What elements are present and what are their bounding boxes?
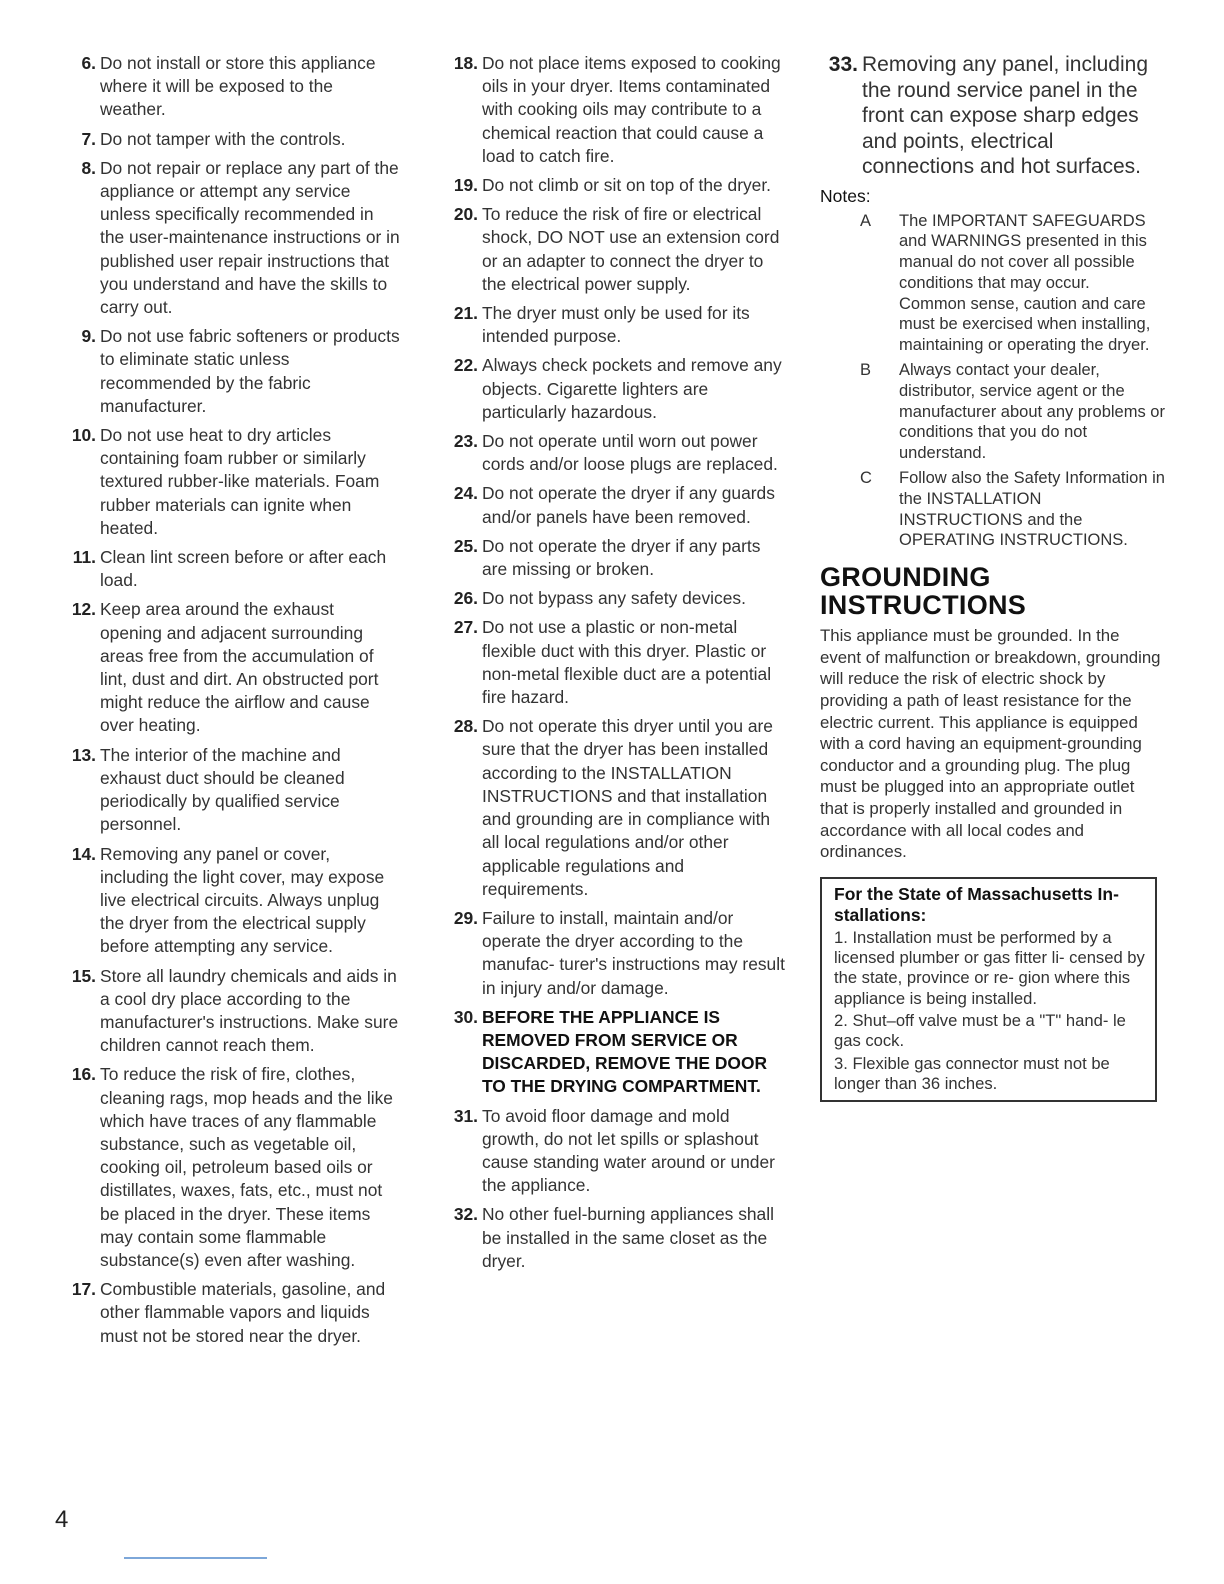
list-item xyxy=(440,482,785,528)
note-text: Follow also the Safety Information in the INSTALLATION INSTRUCTIONS and the OPERATING INSTRUCTIONS. xyxy=(899,469,1165,550)
item-text: Clean lint screen before or after each load. xyxy=(100,547,387,591)
note-letter: B xyxy=(860,361,872,380)
list-item xyxy=(440,1203,785,1273)
box-item: 2. Shut–off valve must be a "T" hand- le gas cock. xyxy=(834,1010,1126,1051)
list-item xyxy=(60,157,400,319)
box-title: For the State of Massachusetts In- stallations: xyxy=(834,883,1119,925)
item-number: 21. xyxy=(453,303,478,324)
list-item xyxy=(60,965,400,1058)
item-number: 8. xyxy=(81,157,96,178)
item-number: 10. xyxy=(71,425,96,446)
item-number: 26. xyxy=(453,588,478,609)
item-number: 22. xyxy=(453,355,478,376)
list-item xyxy=(820,52,1165,180)
list-item xyxy=(440,616,785,709)
item-text: To reduce the risk of fire or electrical shock, DO NOT use an extension cord or an adapter to connect the dryer to the electrical power supply. xyxy=(482,204,780,294)
item-number: 11. xyxy=(72,547,96,568)
item-text: Do not bypass any safety devices. xyxy=(482,588,746,609)
item-text: BEFORE THE APPLIANCE IS REMOVED FROM SERVICE OR DISCARDED, REMOVE THE DOOR TO THE DRYING COMPARTMENT. xyxy=(482,1006,768,1097)
box-item: 1. Installation must be performed by a licensed plumber or gas fitter li- censed by the state, province or re- gion where this appliance is being installed. xyxy=(834,927,1145,1008)
list-item xyxy=(440,354,785,424)
item-number: 28. xyxy=(453,716,478,737)
note-b xyxy=(820,360,1165,464)
item-number: 31. xyxy=(453,1105,478,1126)
list-item xyxy=(440,907,785,1000)
item-text: Do not place items exposed to cooking oils in your dryer. Items contaminated with cooking oils may contribute to a chemical reaction that could cause a load to catch fire. xyxy=(482,53,781,166)
list-item xyxy=(60,1063,400,1272)
item-number: 17. xyxy=(71,1279,96,1300)
list-item xyxy=(440,52,785,168)
item-text: Do not use fabric softeners or products to eliminate static unless recommended by the fabric manufacturer. xyxy=(100,326,400,416)
list-item xyxy=(440,430,785,476)
footer-divider xyxy=(124,1557,267,1559)
note-a xyxy=(820,211,1165,357)
item-number: 24. xyxy=(453,483,478,504)
item-text: The interior of the machine and exhaust duct should be cleaned periodically by qualified service personnel. xyxy=(100,744,345,835)
notes-heading: Notes: xyxy=(820,185,871,206)
item-number: 23. xyxy=(453,431,478,452)
item-number: 32. xyxy=(453,1204,478,1225)
list-item xyxy=(440,174,785,197)
item-number: 14. xyxy=(71,843,96,864)
list-item xyxy=(440,535,785,581)
item-number: 33. xyxy=(828,53,858,76)
item-text: Removing any panel or cover, including the light cover, may expose live electrical circuits. Always unplug the dryer from the electrical supply before attempting any service. xyxy=(100,843,385,957)
note-letter: C xyxy=(860,469,872,488)
grounding-heading: GROUNDING INSTRUCTIONS xyxy=(820,562,1027,621)
note-paragraph: Common sense, caution and care must be exercised when installing, maintaining or operating the dryer. xyxy=(899,294,1151,355)
item-number: 6. xyxy=(81,53,96,73)
note-letter: A xyxy=(860,211,872,230)
note-text xyxy=(899,211,1165,357)
item-number: 12. xyxy=(71,599,96,620)
item-number: 18. xyxy=(453,53,478,73)
list-item-warning xyxy=(440,1006,785,1099)
note-text: Always contact your dealer, distributor, service agent or the manufacturer about any problems or conditions that you do not understand. xyxy=(899,361,1165,463)
item-text: Do not use a plastic or non-metal flexible duct with this dryer. Plastic or non-metal flexible duct are a potential fire hazard. xyxy=(482,617,772,708)
list-item xyxy=(440,715,785,901)
box-item: 3. Flexible gas connector must not be longer than 36 inches. xyxy=(834,1053,1110,1093)
list-item xyxy=(60,843,400,959)
item-text: Do not operate this dryer until you are sure that the dryer has been installed according to the INSTALLATION INSTRUCTIONS and that installation and grounding are in compliance with all local regulations and/or other applicable regulations and requirements. xyxy=(482,716,773,899)
list-item xyxy=(60,744,400,837)
item-number: 20. xyxy=(453,204,478,225)
item-text: Do not repair or replace any part of the appliance or attempt any service unless specifically recommended in the user-maintenance instructions or in published user repair instructions that you understand and have the skills to carry out. xyxy=(100,157,400,318)
right-column xyxy=(820,52,1165,1102)
item-number: 9. xyxy=(81,326,96,347)
item-text: Do not operate until worn out power cords and/or loose plugs are replaced. xyxy=(482,431,778,475)
left-column xyxy=(60,52,400,1354)
list-item xyxy=(60,598,400,737)
item-text: Do not install or store this appliance where it will be exposed to the weather. xyxy=(100,53,376,120)
list-item xyxy=(440,302,785,348)
list-item xyxy=(60,1278,400,1348)
massachusetts-box xyxy=(820,877,1157,1102)
note-c xyxy=(820,468,1165,551)
item-number: 15. xyxy=(71,965,96,986)
page-number: 4 xyxy=(55,1506,69,1533)
item-text: Do not operate the dryer if any guards and/or panels have been removed. xyxy=(482,483,775,527)
item-number: 19. xyxy=(453,175,478,196)
list-item xyxy=(60,52,400,122)
item-number: 7. xyxy=(81,128,96,149)
list-item xyxy=(60,325,400,418)
item-text: Failure to install, maintain and/or operate the dryer according to the manufac- turer's instructions may result in injury and/or damage. xyxy=(482,907,785,998)
item-text: The dryer must only be used for its intended purpose. xyxy=(482,303,750,347)
item-text: Do not operate the dryer if any parts are missing or broken. xyxy=(482,535,761,580)
item-text: Do not use heat to dry articles containing foam rubber or similarly textured rubber-like materials. Foam rubber materials can ignite when heated. xyxy=(100,425,380,538)
item-text: Always check pockets and remove any objects. Cigarette lighters are particularly hazardous. xyxy=(482,355,782,422)
list-item xyxy=(60,424,400,540)
grounding-text: This appliance must be grounded. In the event of malfunction or breakdown, grounding will reduce the risk of electric shock by providing a path of least resistance for the electric current. This appliance is equipped with a cord having an equipment-grounding conductor and a grounding plug. The plug must be plugged into an appropriate outlet that is properly installed and grounded in accordance with all local codes and ordinances. xyxy=(820,626,1161,862)
item-text: To avoid floor damage and mold growth, do not let spills or splashout cause standing water around or under the appliance. xyxy=(482,1105,775,1196)
middle-column xyxy=(440,52,785,1279)
list-item xyxy=(60,546,400,592)
list-item xyxy=(440,203,785,296)
item-text: Do not tamper with the controls. xyxy=(100,128,346,149)
item-text: Removing any panel, including the round service panel in the front can expose sharp edges and points, electrical connections and hot surfaces. xyxy=(862,53,1149,178)
item-text: Store all laundry chemicals and aids in a cool dry place according to the manufacturer's instructions. Make sure children cannot reach them. xyxy=(100,965,399,1056)
item-number: 16. xyxy=(71,1064,96,1085)
item-text: Keep area around the exhaust opening and adjacent surrounding areas free from the accumulation of lint, dust and dirt. An obstructed port might reduce the airflow and cause over heating. xyxy=(100,599,379,736)
item-number: 25. xyxy=(453,535,478,556)
item-number: 29. xyxy=(453,907,478,928)
note-paragraph: The IMPORTANT SAFEGUARDS and WARNINGS presented in this manual do not cover all possible conditions that may occur. xyxy=(899,211,1147,292)
item-number: 27. xyxy=(453,617,478,638)
item-text: Combustible materials, gasoline, and other flammable vapors and liquids must not be stored near the dryer. xyxy=(100,1279,386,1346)
list-item xyxy=(440,1105,785,1198)
item-text: No other fuel-burning appliances shall be installed in the same closet as the dryer. xyxy=(482,1204,774,1271)
list-item xyxy=(440,587,785,610)
item-text: To reduce the risk of fire, clothes, cleaning rags, mop heads and the like which have traces of any flammable substance, such as vegetable oil, cooking oil, petroleum based oils or distillates, waxes, fats, etc., must not be placed in the dryer. These items may contain some flammable substance(s) even after washing. xyxy=(100,1064,393,1270)
item-number: 13. xyxy=(71,744,96,765)
list-item xyxy=(60,128,400,151)
item-text: Do not climb or sit on top of the dryer. xyxy=(482,175,772,196)
item-number: 30. xyxy=(453,1006,478,1027)
